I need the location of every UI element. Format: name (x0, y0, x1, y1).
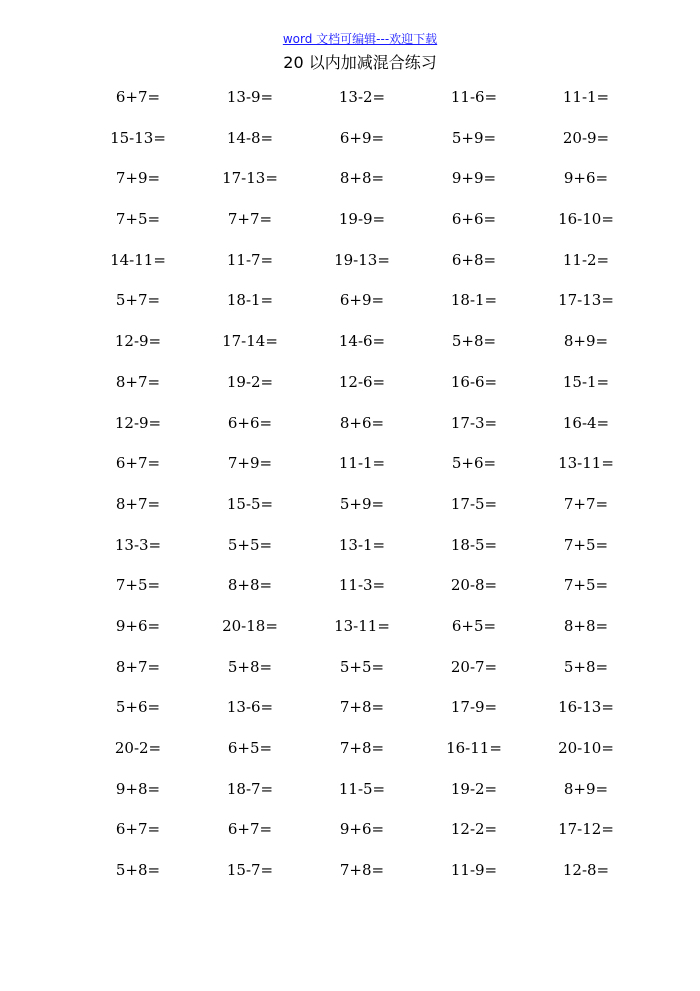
problem-cell: 8+8= (339, 169, 385, 188)
problem-cell: 13-11= (558, 454, 614, 473)
problem-cell: 7+5= (115, 576, 161, 595)
problem-cell: 6+7= (227, 820, 273, 839)
problem-cell: 16-10= (558, 210, 614, 229)
header-link[interactable]: word 文档可编辑---欢迎下载 (282, 32, 438, 46)
problem-cell: 8+8= (227, 576, 273, 595)
problem-cell: 16-4= (562, 413, 610, 432)
problem-cell: 19-13= (334, 250, 390, 269)
problem-cell: 6+5= (451, 616, 497, 635)
page-title: 20 以内加减混合练习 (283, 53, 437, 72)
problem-cell: 7+5= (115, 210, 161, 229)
problem-cell: 9+9= (451, 169, 497, 188)
problem-cell: 11-9= (450, 861, 498, 880)
problem-cell: 12-9= (114, 413, 162, 432)
problem-cell: 17-13= (222, 169, 278, 188)
problem-cell: 7+7= (563, 494, 609, 513)
problem-cell: 11-3= (338, 576, 386, 595)
problem-cell: 7+9= (115, 169, 161, 188)
problem-cell: 12-9= (114, 332, 162, 351)
problem-cell: 18-7= (226, 779, 274, 798)
problem-cell: 8+7= (115, 657, 161, 676)
problem-cell: 5+8= (115, 861, 161, 880)
problem-cell: 20-10= (558, 739, 614, 757)
problem-cell: 7+8= (339, 861, 385, 880)
problem-cell: 6+6= (451, 210, 497, 229)
problem-cell: 13-3= (114, 535, 162, 554)
problem-cell: 17-3= (450, 413, 498, 432)
problem-cell: 11-7= (226, 250, 274, 269)
problem-cell: 15-5= (226, 494, 274, 513)
problem-cell: 11-5= (338, 779, 386, 798)
problem-cell: 5+5= (339, 657, 385, 676)
problem-cell: 16-13= (558, 698, 614, 717)
problem-cell: 5+8= (563, 657, 609, 676)
problem-cell: 17-12= (558, 820, 614, 839)
problem-cell: 5+9= (339, 494, 385, 513)
problem-cell: 14-8= (226, 128, 274, 147)
problem-cell: 6+7= (115, 454, 161, 473)
problem-cell: 13-11= (334, 616, 390, 635)
problem-cell: 6+7= (115, 820, 161, 839)
problem-cell: 17-14= (222, 332, 278, 351)
problem-cell: 8+9= (563, 779, 609, 798)
problem-cell: 7+7= (227, 210, 273, 229)
problem-cell: 8+6= (339, 413, 385, 432)
problem-cell: 9+6= (339, 820, 385, 839)
problem-cell: 15-13= (110, 128, 166, 147)
problem-cell: 15-1= (562, 372, 610, 391)
problem-cell: 13-6= (226, 698, 274, 717)
problem-cell: 12-6= (338, 372, 386, 391)
problem-cell: 20-18= (222, 616, 278, 635)
problem-cell: 7+5= (563, 535, 609, 554)
problem-cell: 6+7= (115, 88, 161, 106)
problem-cell: 6+6= (227, 413, 273, 432)
problem-cell: 20-8= (450, 576, 498, 595)
problem-cell: 5+7= (115, 291, 161, 310)
problem-cell: 11-2= (562, 250, 610, 269)
problem-cell: 15-7= (226, 861, 274, 880)
problem-cell: 18-5= (450, 535, 498, 554)
problem-cell: 16-11= (446, 739, 502, 757)
problem-cell: 12-2= (450, 820, 498, 839)
problem-cell: 8+9= (563, 332, 609, 351)
problem-cell: 18-1= (226, 291, 274, 310)
problem-cell: 19-2= (450, 779, 498, 798)
problem-cell: 6+5= (227, 739, 273, 757)
problem-cell: 14-6= (338, 332, 386, 351)
problem-cell: 13-9= (226, 88, 274, 106)
problem-cell: 19-9= (338, 210, 386, 229)
problem-cell: 5+5= (227, 535, 273, 554)
problem-cell: 11-1= (562, 88, 610, 106)
problem-cell: 7+8= (339, 739, 385, 757)
problem-cell: 8+8= (563, 616, 609, 635)
problem-cell: 5+6= (451, 454, 497, 473)
problem-cell: 20-7= (450, 657, 498, 676)
problem-cell: 13-2= (338, 88, 386, 106)
problem-cell: 19-2= (226, 372, 274, 391)
problem-cell: 18-1= (450, 291, 498, 310)
problem-cell: 7+8= (339, 698, 385, 717)
problem-cell: 6+9= (339, 128, 385, 147)
problem-cell: 20-9= (562, 128, 610, 147)
problem-cell: 8+7= (115, 372, 161, 391)
problem-cell: 8+7= (115, 494, 161, 513)
problem-cell: 6+9= (339, 291, 385, 310)
problem-cell: 11-6= (450, 88, 498, 106)
problem-cell: 7+5= (563, 576, 609, 595)
problem-cell: 16-6= (450, 372, 498, 391)
problem-cell: 17-13= (558, 291, 614, 310)
problem-cell: 20-2= (114, 739, 162, 757)
problem-cell: 12-8= (562, 861, 610, 880)
problem-cell: 13-1= (338, 535, 386, 554)
problem-cell: 17-5= (450, 494, 498, 513)
problem-grid (82, 86, 642, 900)
problem-cell: 5+8= (451, 332, 497, 351)
problem-cell: 14-11= (110, 250, 166, 269)
problem-cell: 5+8= (227, 657, 273, 676)
problem-cell: 9+6= (115, 616, 161, 635)
problem-cell: 6+8= (451, 250, 497, 269)
problem-cell: 9+8= (115, 779, 161, 798)
problem-cell: 11-1= (338, 454, 386, 473)
problem-cell: 7+9= (227, 454, 273, 473)
problem-cell: 9+6= (563, 169, 609, 188)
problem-cell: 17-9= (450, 698, 498, 717)
problem-cell: 5+9= (451, 128, 497, 147)
problem-cell: 5+6= (115, 698, 161, 717)
